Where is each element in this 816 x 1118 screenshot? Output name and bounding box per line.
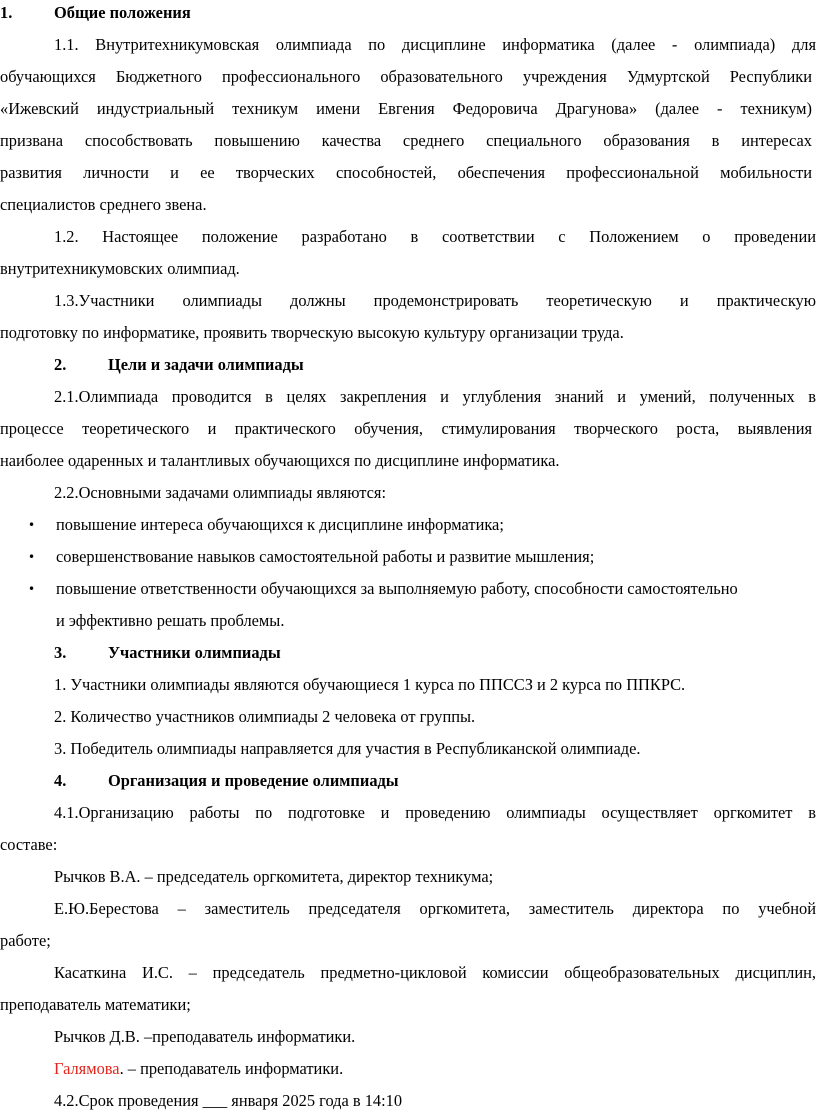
- highlighted-member-role: . – преподаватель информатики.: [119, 1059, 344, 1078]
- paragraph-1-1-line-4: призвана способствовать повышению качества среднего специального образования в интересах: [0, 131, 812, 150]
- section-3-number: 3.: [54, 643, 67, 662]
- bullet-text-continuation: и эффективно решать проблемы.: [56, 611, 285, 630]
- paragraph-1-2-line-1: 1.2. Настоящее положение разработано в соответствии с Положением о проведении: [54, 227, 816, 246]
- section-3-title: Участники олимпиады: [108, 643, 281, 662]
- committee-member: Рычков В.А. – председатель оргкомитета, директор техникума;: [54, 867, 494, 886]
- paragraph-1-1-line-5: развития личности и ее творческих способностей, обеспечения профессиональной мобильности: [0, 163, 812, 182]
- bullet-text: совершенствование навыков самостоятельной работы и развитие мышления;: [56, 547, 595, 566]
- paragraph-1-3-line-2: подготовку по информатике, проявить творческую высокую культуру организации труда.: [0, 323, 624, 342]
- paragraph-4-2: 4.2.Срок проведения ___ января 2025 года в 14:10: [54, 1091, 403, 1110]
- section-2-heading: [0, 352, 816, 378]
- committee-member: Касаткина И.С. – председатель предметно-цикловой комиссии общеобразовательных дисциплин,: [54, 963, 816, 982]
- paragraph-2-1-line-3: наиболее одаренных и талантливых обучающихся по дисциплине информатика.: [0, 451, 560, 470]
- paragraph-1-2-line-2: внутритехникумовских олимпиад.: [0, 259, 240, 278]
- section-3-item-3: 3. Победитель олимпиады направляется для участия в Республиканской олимпиаде.: [54, 739, 641, 758]
- section-4-heading: [0, 768, 816, 794]
- committee-member-highlighted: [54, 1056, 816, 1082]
- paragraph-1-1-line-2: обучающихся Бюджетного профессионального образовательного учреждения Удмуртской Республики: [0, 67, 812, 86]
- committee-member-continuation: работе;: [0, 931, 51, 950]
- bullet-item: [0, 576, 816, 602]
- committee-member: Е.Ю.Берестова – заместитель председателя оргкомитета, заместитель директора по учебной: [54, 899, 816, 918]
- section-1-heading: [0, 0, 816, 26]
- paragraph-2-1-line-2: процессе теоретического и практического обучения, стимулирования творческого роста, выявления: [0, 419, 812, 438]
- paragraph-1-1-line-3: «Ижевский индустриальный техникум имени Евгения Федоровича Драгунова» (далее - техникум): [0, 99, 812, 118]
- section-2-number: 2.: [54, 355, 67, 374]
- section-4-number: 4.: [54, 771, 67, 790]
- section-1-title: Общие положения: [54, 3, 191, 22]
- bullet-text: повышение ответственности обучающихся за выполняемую работу, способности самостоятельно: [56, 579, 738, 598]
- paragraph-4-1-line-1: 4.1.Организацию работы по подготовке и проведению олимпиады осуществляет оргкомитет в: [54, 803, 816, 822]
- section-3-item-1: 1. Участники олимпиады являются обучающиеся 1 курса по ППССЗ и 2 курса по ППКРС.: [54, 675, 686, 694]
- section-1-number: 1.: [0, 3, 13, 22]
- bullet-icon: •: [28, 550, 36, 564]
- committee-member-continuation: преподаватель математики;: [0, 995, 191, 1014]
- paragraph-1-3-line-1: 1.3.Участники олимпиады должны продемонстрировать теоретическую и практическую: [54, 291, 816, 310]
- paragraph-2-2: 2.2.Основными задачами олимпиады являются:: [54, 483, 387, 502]
- section-3-item-2: 2. Количество участников олимпиады 2 человека от группы.: [54, 707, 476, 726]
- paragraph-1-1-line-6: специалистов среднего звена.: [0, 195, 207, 214]
- bullet-icon: •: [28, 582, 36, 596]
- bullet-item: [0, 512, 816, 538]
- committee-member: Рычков Д.В. –преподаватель информатики.: [54, 1027, 356, 1046]
- section-3-heading: [0, 640, 816, 666]
- section-4-title: Организация и проведение олимпиады: [108, 771, 399, 790]
- paragraph-1-1-line-1: 1.1. Внутритехникумовская олимпиада по дисциплине информатика (далее - олимпиада) для: [54, 35, 816, 54]
- paragraph-4-1-line-2: составе:: [0, 835, 58, 854]
- bullet-text: повышение интереса обучающихся к дисциплине информатика;: [56, 515, 504, 534]
- paragraph-2-1-line-1: 2.1.Олимпиада проводится в целях закрепления и углубления знаний и умений, полученных в: [54, 387, 816, 406]
- bullet-item: [0, 544, 816, 570]
- section-2-title: Цели и задачи олимпиады: [108, 355, 304, 374]
- highlighted-name: Галямова: [54, 1059, 120, 1078]
- bullet-icon: •: [28, 518, 36, 532]
